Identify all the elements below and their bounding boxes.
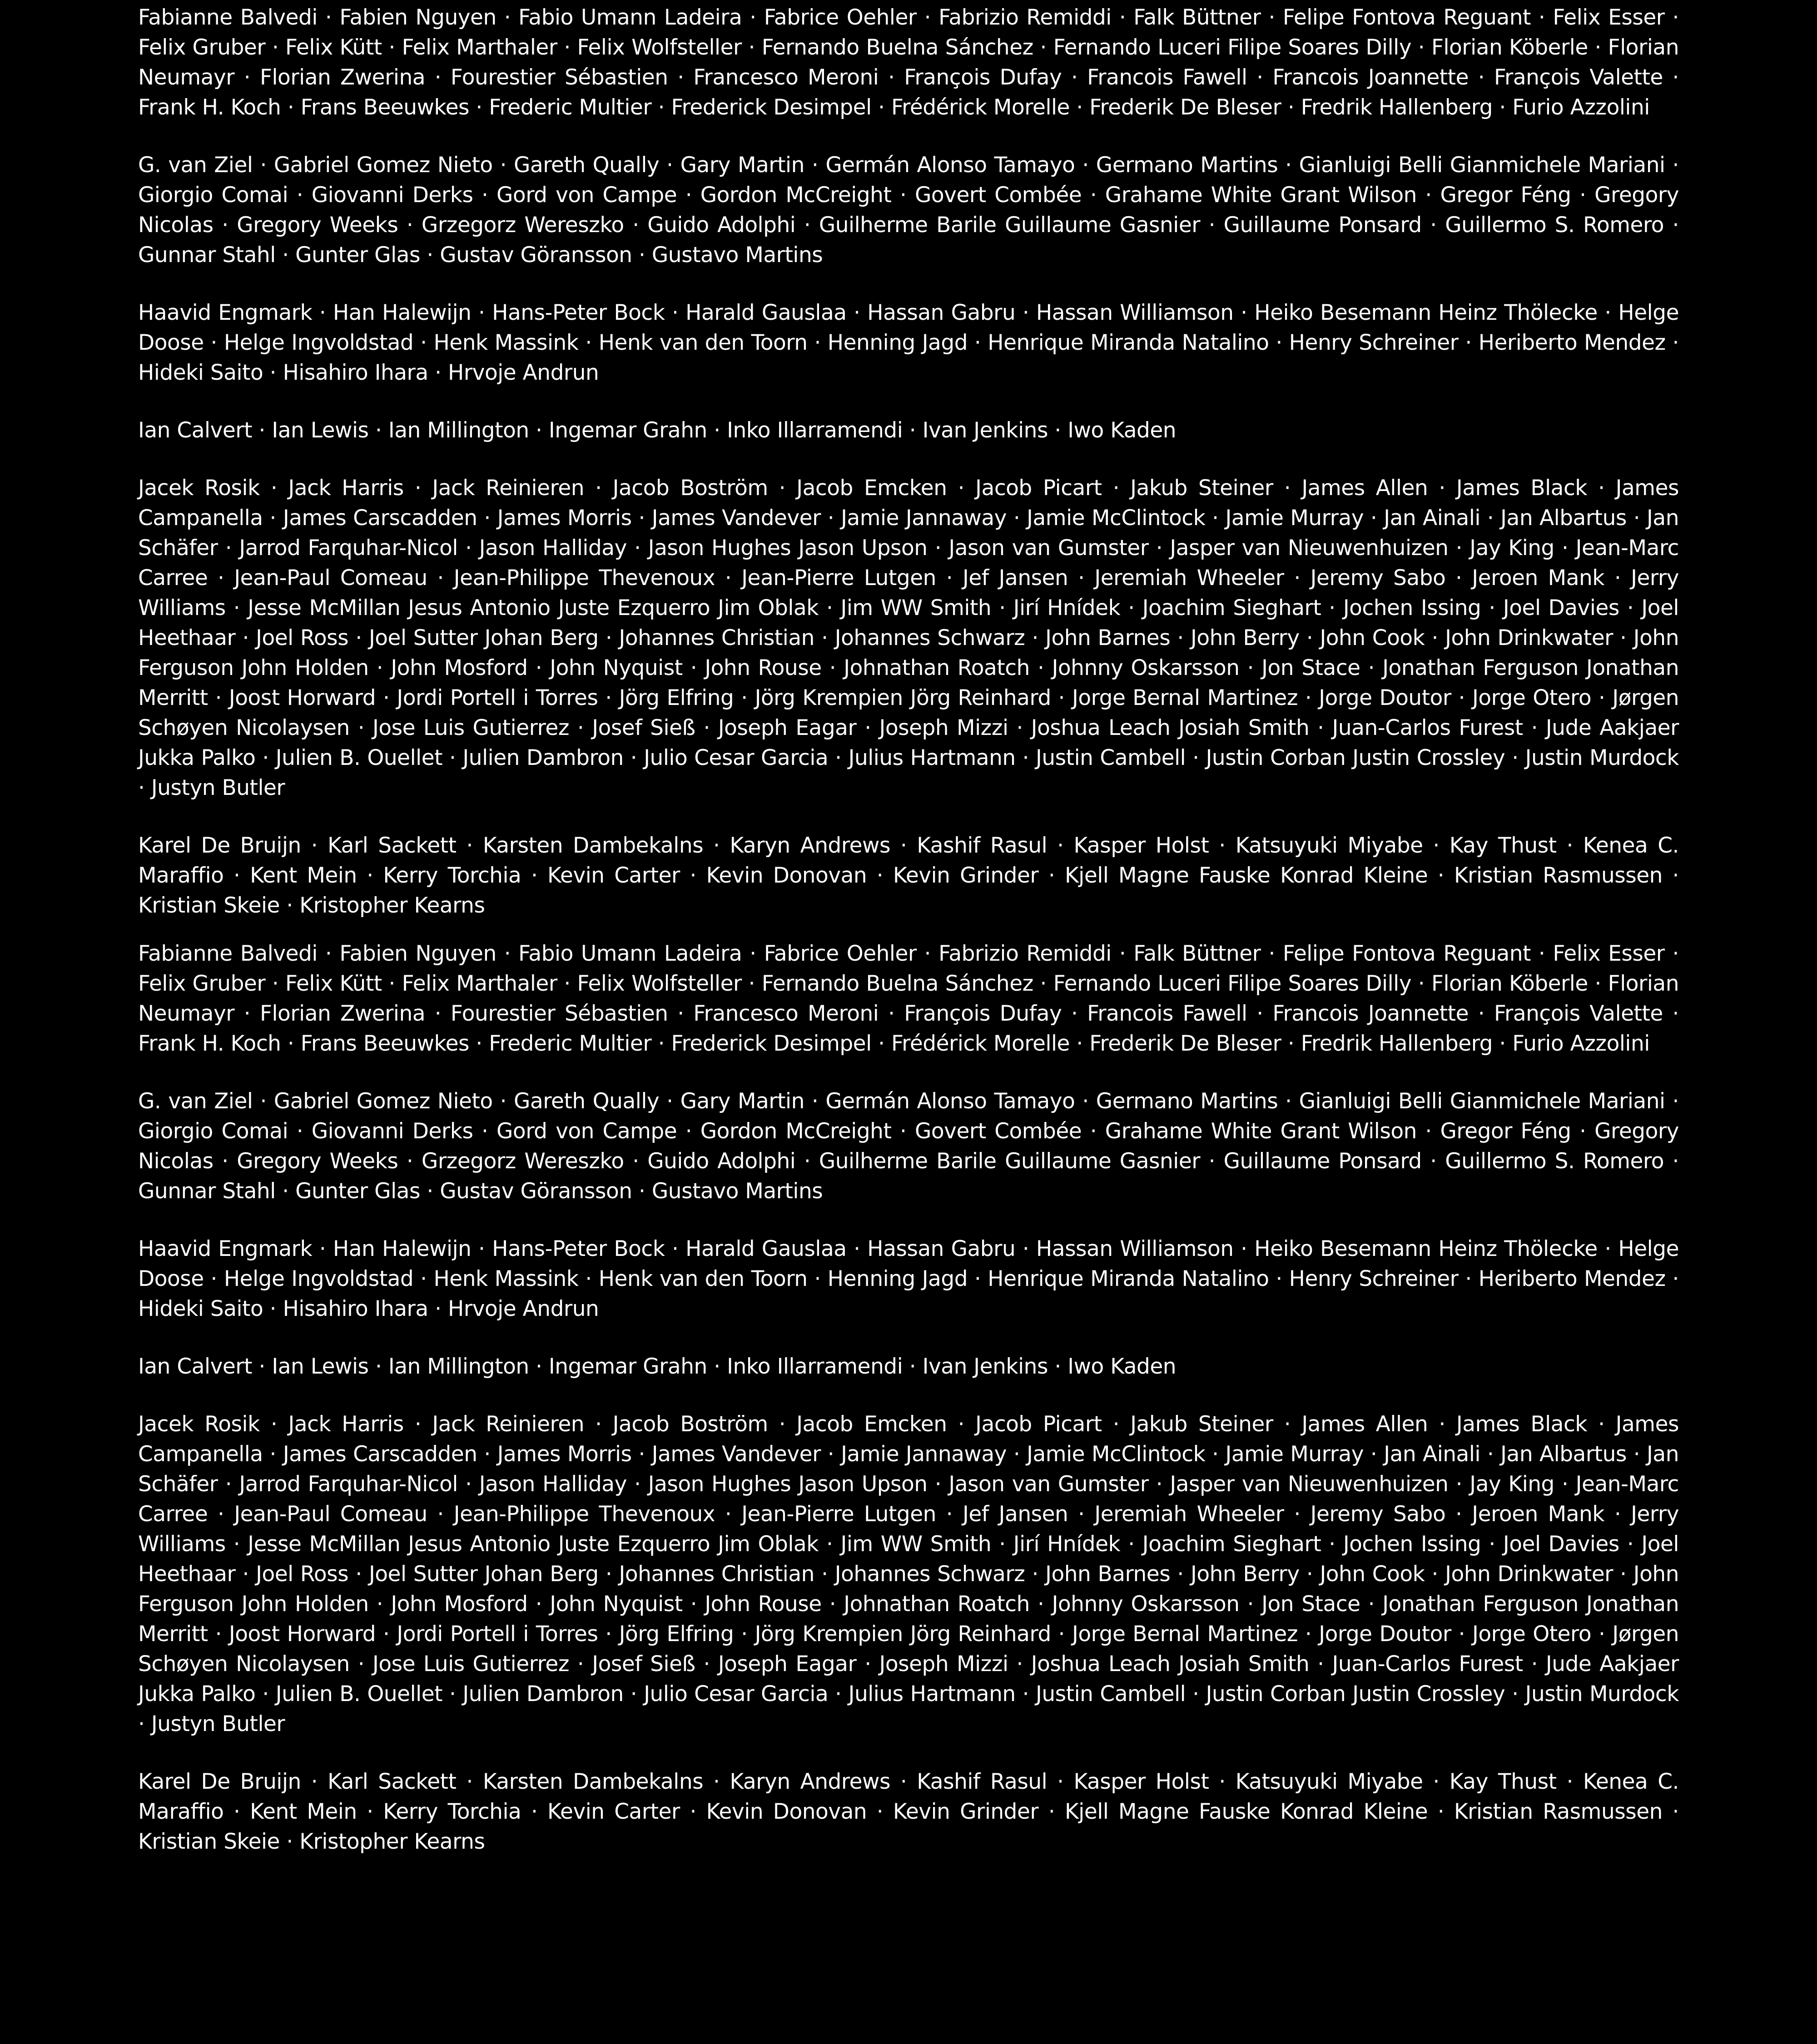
credits-half-2: [138, 939, 1679, 1857]
credits-paragraph-f: Fabianne Balvedi · Fabien Nguyen · Fabio Umann Ladeira · Fabrice Oehler · Fabrizio Remiddi · Falk Büttner · Felipe Fontova Reguant · Felix Esser · Felix Gruber · Felix Kütt · Felix Marthaler · Felix Wolfsteller · Fernando Buelna Sánchez · Fernando Luceri Filipe Soares Dilly · Florian Köberle · Florian Neumayr · Florian Zwerina · Fourestier Sébastien · Francesco Meroni · François Dufay · Francois Fawell · Francois Joannette · François Valette · Frank H. Koch · Frans Beeuwkes · Frederic Multier · Frederick Desimpel · Frédérick Morelle · Frederik De Bleser · Fredrik Hallenberg · Furio Azzolini: [138, 5, 1679, 120]
credits-half-1: [138, 3, 1679, 921]
credits-paragraph-h: Haavid Engmark · Han Halewijn · Hans-Peter Bock · Harald Gauslaa · Hassan Gabru · Hassan Williamson · Heiko Besemann Heinz Thölecke · Helge Doose · Helge Ingvoldstad · Henk Massink · Henk van den Toorn · Henning Jagd · Henrique Miranda Natalino · Henry Schreiner · Heriberto Mendez · Hideki Saito · Hisahiro Ihara · Hrvoje Andrun: [138, 1236, 1679, 1321]
credits-paragraph-k: Karel De Bruijn · Karl Sackett · Karsten Dambekalns · Karyn Andrews · Kashif Rasul · Kasper Holst · Katsuyuki Miyabe · Kay Thust · Kenea C. Maraffio · Kent Mein · Kerry Torchia · Kevin Carter · Kevin Donovan · Kevin Grinder · Kjell Magne Fauske Konrad Kleine · Kristian Rasmussen · Kristian Skeie · Kristopher Kearns: [138, 1769, 1679, 1854]
credits-paragraph-g: G. van Ziel · Gabriel Gomez Nieto · Gareth Qually · Gary Martin · Germán Alonso Tamayo · Germano Martins · Gianluigi Belli Gianmichele Mariani · Giorgio Comai · Giovanni Derks · Gord von Campe · Gordon McCreight · Govert Combée · Grahame White Grant Wilson · Gregor Féng · Gregory Nicolas · Gregory Weeks · Grzegorz Wereszko · Guido Adolphi · Guilherme Barile Guillaume Gasnier · Guillaume Ponsard · Guillermo S. Romero · Gunnar Stahl · Gunter Glas · Gustav Göransson · Gustavo Martins: [138, 153, 1679, 268]
credits-paragraph-h: Haavid Engmark · Han Halewijn · Hans-Peter Bock · Harald Gauslaa · Hassan Gabru · Hassan Williamson · Heiko Besemann Heinz Thölecke · Helge Doose · Helge Ingvoldstad · Henk Massink · Henk van den Toorn · Henning Jagd · Henrique Miranda Natalino · Henry Schreiner · Heriberto Mendez · Hideki Saito · Hisahiro Ihara · Hrvoje Andrun: [138, 300, 1679, 385]
credits-list: [138, 0, 1679, 1857]
credits-paragraph-i: Ian Calvert · Ian Lewis · Ian Millington · Ingemar Grahn · Inko Illarramendi · Ivan Jenkins · Iwo Kaden: [138, 418, 1177, 443]
credits-paragraph-i: Ian Calvert · Ian Lewis · Ian Millington · Ingemar Grahn · Inko Illarramendi · Ivan Jenkins · Iwo Kaden: [138, 1354, 1177, 1379]
credits-paragraph-j: Jacek Rosik · Jack Harris · Jack Reinieren · Jacob Boström · Jacob Emcken · Jacob Picart · Jakub Steiner · James Allen · James Black · James Campanella · James Carscadden · James Morris · James Vandever · Jamie Jannaway · Jamie McClintock · Jamie Murray · Jan Ainali · Jan Albartus · Jan Schäfer · Jarrod Farquhar-Nicol · Jason Halliday · Jason Hughes Jason Upson · Jason van Gumster · Jasper van Nieuwenhuizen · Jay King · Jean-Marc Carree · Jean-Paul Comeau · Jean-Philippe Thevenoux · Jean-Pierre Lutgen · Jef Jansen · Jeremiah Wheeler · Jeremy Sabo · Jeroen Mank · Jerry Williams · Jesse McMillan Jesus Antonio Juste Ezquerro Jim Oblak · Jim WW Smith · Jirí Hnídek · Joachim Sieghart · Jochen Issing · Joel Davies · Joel Heethaar · Joel Ross · Joel Sutter Johan Berg · Johannes Christian · Johannes Schwarz · John Barnes · John Berry · John Cook · John Drinkwater · John Ferguson John Holden · John Mosford · John Nyquist · John Rouse · Johnathan Roatch · Johnny Oskarsson · Jon Stace · Jonathan Ferguson Jonathan Merritt · Joost Horward · Jordi Portell i Torres · Jörg Elfring · Jörg Krempien Jörg Reinhard · Jorge Bernal Martinez · Jorge Doutor · Jorge Otero · Jørgen Schøyen Nicolaysen · Jose Luis Gutierrez · Josef Sieß · Joseph Eagar · Joseph Mizzi · Joshua Leach Josiah Smith · Juan-Carlos Furest · Jude Aakjaer Jukka Palko · Julien B. Ouellet · Julien Dambron · Julio Cesar Garcia · Julius Hartmann · Justin Cambell · Justin Corban Justin Crossley · Justin Murdock · Justyn Butler: [138, 476, 1679, 800]
credits-paragraph-j: Jacek Rosik · Jack Harris · Jack Reinieren · Jacob Boström · Jacob Emcken · Jacob Picart · Jakub Steiner · James Allen · James Black · James Campanella · James Carscadden · James Morris · James Vandever · Jamie Jannaway · Jamie McClintock · Jamie Murray · Jan Ainali · Jan Albartus · Jan Schäfer · Jarrod Farquhar-Nicol · Jason Halliday · Jason Hughes Jason Upson · Jason van Gumster · Jasper van Nieuwenhuizen · Jay King · Jean-Marc Carree · Jean-Paul Comeau · Jean-Philippe Thevenoux · Jean-Pierre Lutgen · Jef Jansen · Jeremiah Wheeler · Jeremy Sabo · Jeroen Mank · Jerry Williams · Jesse McMillan Jesus Antonio Juste Ezquerro Jim Oblak · Jim WW Smith · Jirí Hnídek · Joachim Sieghart · Jochen Issing · Joel Davies · Joel Heethaar · Joel Ross · Joel Sutter Johan Berg · Johannes Christian · Johannes Schwarz · John Barnes · John Berry · John Cook · John Drinkwater · John Ferguson John Holden · John Mosford · John Nyquist · John Rouse · Johnathan Roatch · Johnny Oskarsson · Jon Stace · Jonathan Ferguson Jonathan Merritt · Joost Horward · Jordi Portell i Torres · Jörg Elfring · Jörg Krempien Jörg Reinhard · Jorge Bernal Martinez · Jorge Doutor · Jorge Otero · Jørgen Schøyen Nicolaysen · Jose Luis Gutierrez · Josef Sieß · Joseph Eagar · Joseph Mizzi · Joshua Leach Josiah Smith · Juan-Carlos Furest · Jude Aakjaer Jukka Palko · Julien B. Ouellet · Julien Dambron · Julio Cesar Garcia · Julius Hartmann · Justin Cambell · Justin Corban Justin Crossley · Justin Murdock · Justyn Butler: [138, 1412, 1679, 1736]
credits-paragraph-g: G. van Ziel · Gabriel Gomez Nieto · Gareth Qually · Gary Martin · Germán Alonso Tamayo · Germano Martins · Gianluigi Belli Gianmichele Mariani · Giorgio Comai · Giovanni Derks · Gord von Campe · Gordon McCreight · Govert Combée · Grahame White Grant Wilson · Gregor Féng · Gregory Nicolas · Gregory Weeks · Grzegorz Wereszko · Guido Adolphi · Guilherme Barile Guillaume Gasnier · Guillaume Ponsard · Guillermo S. Romero · Gunnar Stahl · Gunter Glas · Gustav Göransson · Gustavo Martins: [138, 1089, 1679, 1204]
credits-paragraph-k: Karel De Bruijn · Karl Sackett · Karsten Dambekalns · Karyn Andrews · Kashif Rasul · Kasper Holst · Katsuyuki Miyabe · Kay Thust · Kenea C. Maraffio · Kent Mein · Kerry Torchia · Kevin Carter · Kevin Donovan · Kevin Grinder · Kjell Magne Fauske Konrad Kleine · Kristian Rasmussen · Kristian Skeie · Kristopher Kearns: [138, 833, 1679, 918]
credits-paragraph-f: Fabianne Balvedi · Fabien Nguyen · Fabio Umann Ladeira · Fabrice Oehler · Fabrizio Remiddi · Falk Büttner · Felipe Fontova Reguant · Felix Esser · Felix Gruber · Felix Kütt · Felix Marthaler · Felix Wolfsteller · Fernando Buelna Sánchez · Fernando Luceri Filipe Soares Dilly · Florian Köberle · Florian Neumayr · Florian Zwerina · Fourestier Sébastien · Francesco Meroni · François Dufay · Francois Fawell · Francois Joannette · François Valette · Frank H. Koch · Frans Beeuwkes · Frederic Multier · Frederick Desimpel · Frédérick Morelle · Frederik De Bleser · Fredrik Hallenberg · Furio Azzolini: [138, 941, 1679, 1056]
